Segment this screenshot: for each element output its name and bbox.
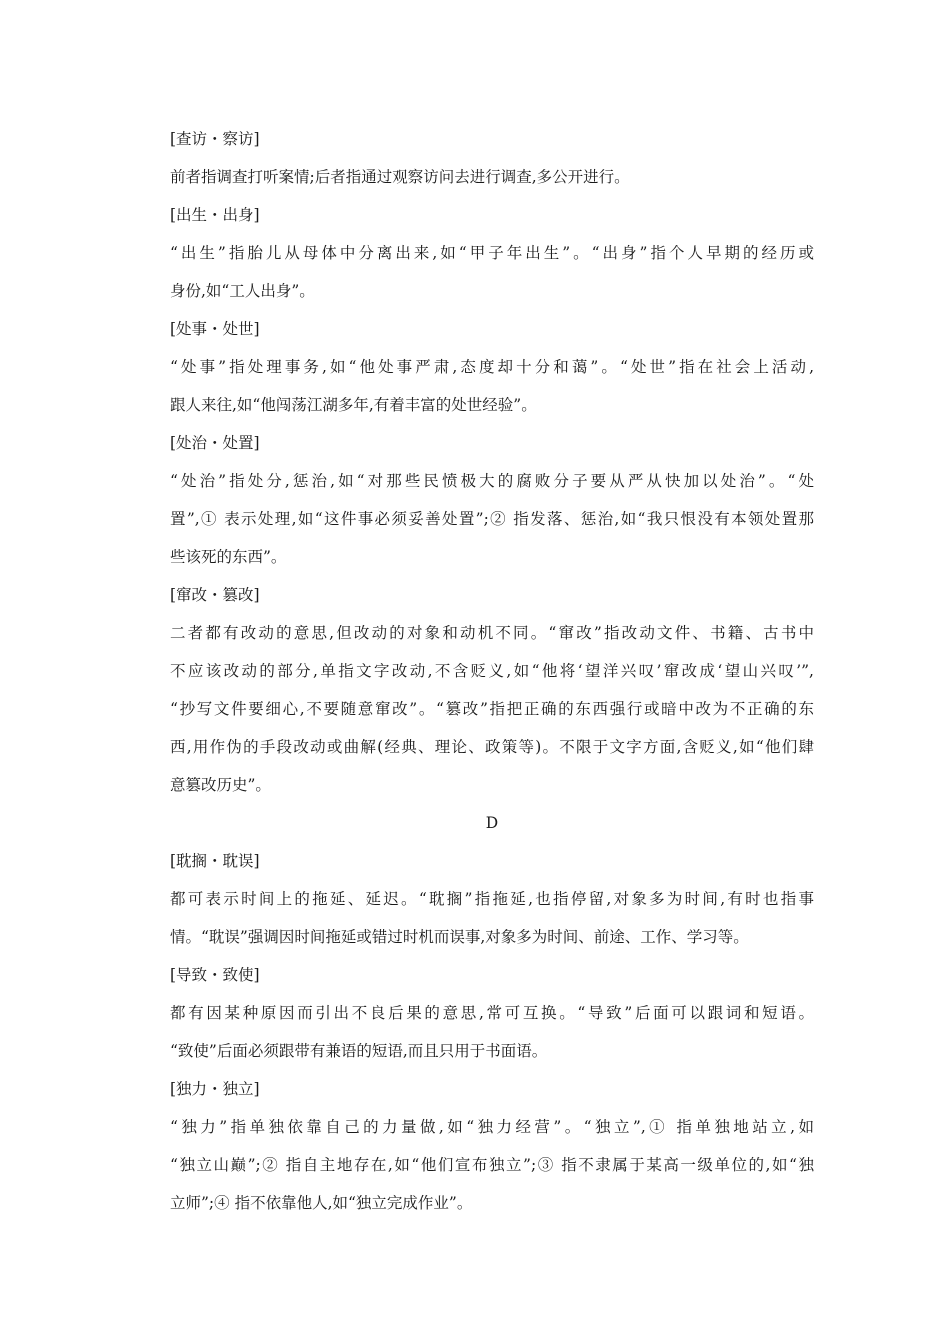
document-page — [170, 120, 814, 1222]
body-line: 立师”;④ 指不依靠他人,如“独立完成作业”。 — [170, 1194, 473, 1212]
body-line: 身份,如“工人出身”。 — [170, 282, 315, 300]
entry-chusheng-chushen — [170, 196, 814, 310]
body-line: 置”,① 表示处理,如“这件事必须妥善处置”;② 指发落、惩治,如“我只恨没有本领处置那 — [170, 510, 814, 528]
body-line: 前者指调查打听案情;后者指通过观察访问去进行调查,多公开进行。 — [170, 168, 630, 186]
entry-body — [170, 1108, 814, 1222]
entry-body — [170, 880, 814, 956]
body-line: 西,用作伪的手段改动或曲解(经典、理论、政策等)。不限于文字方面,含贬义,如“他们肆 — [170, 738, 814, 756]
entry-body — [170, 462, 814, 576]
body-line: 二者都有改动的意思,但改动的对象和动机不同。“窜改”指改动文件、书籍、古书中 — [170, 624, 814, 642]
entry-heading: [处事・处世] — [170, 320, 260, 338]
body-line: 情。“耽误”强调因时间拖延或错过时机而误事,对象多为时间、前途、工作、学习等。 — [170, 928, 749, 946]
entry-heading: [出生・出身] — [170, 206, 260, 224]
entry-body — [170, 614, 814, 804]
body-line: 不应该改动的部分,单指文字改动,不含贬义,如“他将‘望洋兴叹’窜改成‘望山兴叹’”, — [170, 662, 814, 680]
body-line: 都可表示时间上的拖延、延迟。“耽搁”指拖延,也指停留,对象多为时间,有时也指事 — [170, 890, 814, 908]
body-line: 跟人来往,如“他闯荡江湖多年,有着丰富的处世经验”。 — [170, 396, 537, 414]
entry-heading: [窜改・篡改] — [170, 586, 260, 604]
body-line: “抄写文件要细心,不要随意窜改”。“篡改”指把正确的东西强行或暗中改为不正确的东 — [170, 700, 814, 718]
entry-body — [170, 348, 814, 424]
body-line: “出生”指胎儿从母体中分离出来,如“甲子年出生”。“出身”指个人早期的经历或 — [170, 244, 814, 262]
body-line: “独力”指单独依靠自己的力量做,如“独力经营”。“独立”,① 指单独地站立,如 — [170, 1118, 814, 1136]
entry-chafang-chafang — [170, 120, 814, 196]
entry-dange-danwu — [170, 842, 814, 956]
entry-heading: [查访・察访] — [170, 130, 260, 148]
entry-body — [170, 234, 814, 310]
entry-heading: [耽搁・耽误] — [170, 852, 260, 870]
entry-body — [170, 158, 814, 196]
entry-chuzhi-chuzhi — [170, 424, 814, 576]
entry-body — [170, 994, 814, 1070]
entry-heading: [处治・处置] — [170, 434, 260, 452]
body-line: 意篡改历史”。 — [170, 776, 271, 794]
entry-heading: [独力・独立] — [170, 1080, 260, 1098]
body-line: “处事”指处理事务,如“他处事严肃,态度却十分和蔼”。“处世”指在社会上活动, — [170, 358, 814, 376]
entry-cuangai-cuangai — [170, 576, 814, 804]
section-letter-heading: D — [485, 814, 499, 832]
body-line: “独立山巅”;② 指自主地存在,如“他们宣布独立”;③ 指不隶属于某高一级单位的,如“独 — [170, 1156, 814, 1174]
body-line: 都有因某种原因而引出不良后果的意思,常可互换。“导致”后面可以跟词和短语。 — [170, 1004, 814, 1022]
body-line: “处治”指处分,惩治,如“对那些民愤极大的腐败分子要从严从快加以处治”。“处 — [170, 472, 814, 490]
entry-daozhi-zhishi — [170, 956, 814, 1070]
body-line: “致使”后面必须跟带有兼语的短语,而且只用于书面语。 — [170, 1042, 548, 1060]
entry-heading: [导致・致使] — [170, 966, 260, 984]
entry-chushi-chushi — [170, 310, 814, 424]
entry-duli-duli — [170, 1070, 814, 1222]
body-line: 些该死的东西”。 — [170, 548, 287, 566]
